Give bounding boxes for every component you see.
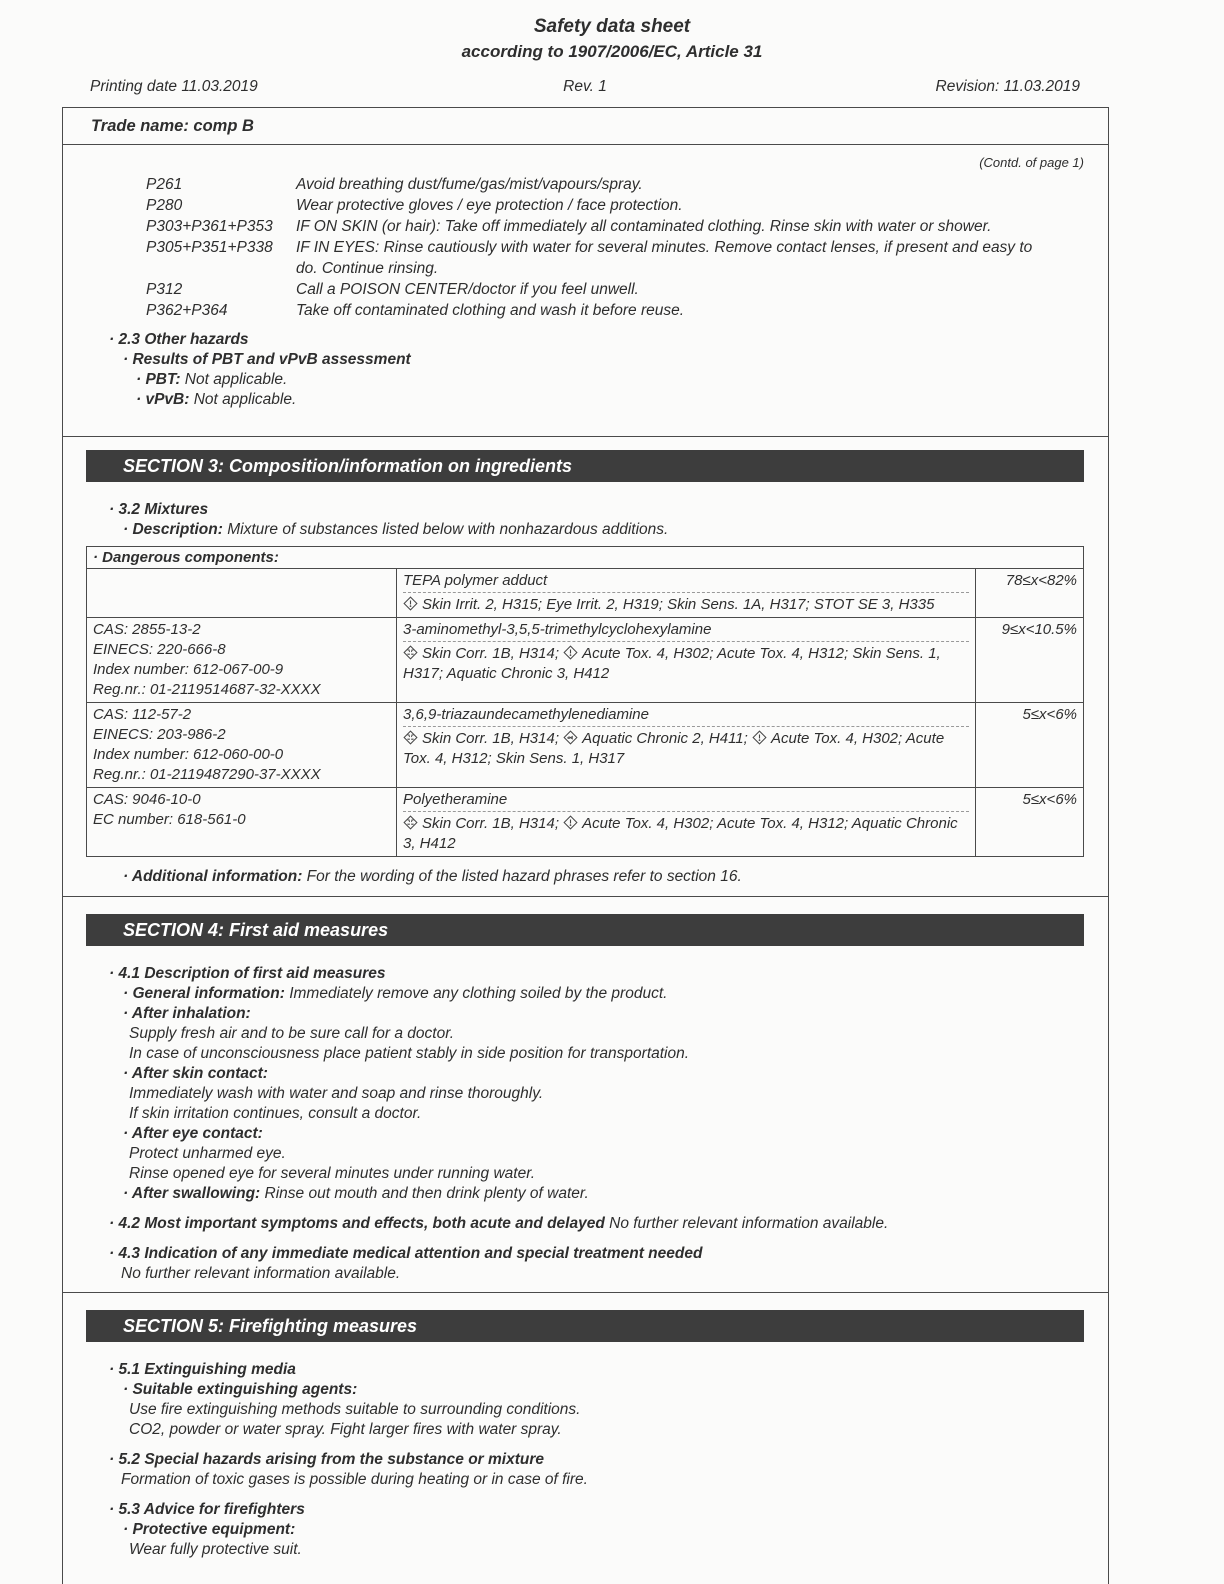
components-table: [86, 546, 1084, 857]
section-5: [62, 1293, 1109, 1584]
body-line: Immediately wash with water and soap and rinse thoroughly.: [129, 1085, 544, 1102]
component-name: Polyetheramine: [403, 791, 508, 808]
precaution-text: Wear protective gloves / eye protection / face protection.: [296, 197, 683, 214]
component-hazards: Skin Corr. 1B, H314; Aquatic Chronic 2, H411; Acute Tox. 4, H302; Acute Tox. 4, H312; Skin Sens. 1, H317: [403, 726, 969, 769]
precaution-text: Avoid breathing dust/fume/gas/mist/vapours/spray.: [296, 176, 643, 193]
concentration-range: 5≤x<6%: [976, 788, 1084, 857]
precaution-text: Take off contaminated clothing and wash it before reuse.: [296, 302, 685, 319]
precaution-row: [86, 300, 1084, 321]
component-ids-cell: [87, 618, 397, 703]
precaution-code: P312: [146, 281, 183, 298]
body-line: · After swallowing: Rinse out mouth and then drink plenty of water.: [123, 1185, 589, 1202]
precaution-text: IF IN EYES: Rinse cautiously with water for several minutes. Remove contact lenses, if present and easy to do. Continue rinsing.: [296, 239, 1033, 277]
component-info-cell: [397, 618, 976, 703]
pbt-vpvb-heading: · Results of PBT and vPvB assessment: [123, 351, 411, 368]
body-line: Use fire extinguishing methods suitable to surrounding conditions.: [129, 1401, 581, 1418]
components-caption: · Dangerous components:: [87, 547, 1084, 569]
component-info-cell: [397, 703, 976, 788]
ghs05-corrosion-icon: [403, 730, 418, 745]
precaution-row: [86, 279, 1084, 300]
other-hazards-heading: · 2.3 Other hazards: [109, 331, 249, 348]
index-number: Index number: 612-060-00-0: [93, 746, 284, 763]
component-row: [87, 788, 1084, 857]
body-line: · After eye contact:: [123, 1125, 263, 1142]
ghs07-exclamation-icon: [563, 815, 578, 830]
einecs-number: EINECS: 203-986-2: [93, 726, 226, 743]
concentration-range: 9≤x<10.5%: [976, 618, 1084, 703]
precaution-text: IF ON SKIN (or hair): Take off immediately all contaminated clothing. Rinse skin with water or shower.: [296, 218, 992, 235]
description-line: · Description: Mixture of substances listed below with nonhazardous additions.: [123, 521, 669, 538]
index-number: Index number: 612-067-00-9: [93, 661, 284, 678]
section-4-title: SECTION 4: First aid measures: [123, 919, 389, 940]
body-line: · Suitable extinguishing agents:: [123, 1381, 358, 1398]
body-line: No further relevant information available.: [121, 1265, 401, 1282]
body-line: · After inhalation:: [123, 1005, 251, 1022]
precaution-code: P362+P364: [146, 302, 228, 319]
revision-number: Rev. 1: [563, 78, 607, 95]
section-3-header-bar: [86, 450, 1084, 482]
ec-number: EC number: 618-561-0: [93, 811, 246, 828]
additional-information-line: · Additional information: For the wording of the listed hazard phrases refer to section 16.: [123, 868, 742, 885]
component-name: TEPA polymer adduct: [403, 572, 548, 589]
cas-number: CAS: 112-57-2: [93, 706, 192, 723]
precaution-row: [86, 195, 1084, 216]
precaution-text: Call a POISON CENTER/doctor if you feel unwell.: [296, 281, 639, 298]
trade-name-box: [62, 107, 1109, 145]
precaution-row: [86, 216, 1084, 237]
cas-number: CAS: 9046-10-0: [93, 791, 201, 808]
precaution-list: [86, 174, 1084, 321]
body-line: In case of unconsciousness place patient stably in side position for transportation.: [129, 1045, 690, 1062]
body-line: Formation of toxic gases is possible during heating or in case of fire.: [121, 1471, 588, 1488]
body-line: · 5.1 Extinguishing media: [109, 1361, 296, 1378]
ghs07-exclamation-icon: [403, 596, 418, 611]
other-hazards-block: [86, 330, 1084, 410]
body-line: CO2, powder or water spray. Fight larger fires with water spray.: [129, 1421, 562, 1438]
section-4: [62, 897, 1109, 1293]
body-line: · 4.1 Description of first aid measures: [109, 965, 386, 982]
body-line: · General information: Immediately remove any clothing soiled by the product.: [123, 985, 668, 1002]
section-5-header-bar: [86, 1310, 1084, 1342]
body-line: Protect unharmed eye.: [129, 1145, 286, 1162]
body-line: · Protective equipment:: [123, 1521, 296, 1538]
section-2-continuation: [62, 145, 1109, 437]
trade-name: Trade name: comp B: [91, 116, 254, 135]
body-line: · 5.3 Advice for firefighters: [109, 1501, 305, 1518]
mixtures-heading: · 3.2 Mixtures: [109, 501, 209, 518]
concentration-range: 5≤x<6%: [976, 703, 1084, 788]
section-4-header-bar: [86, 914, 1084, 946]
section-3: [62, 437, 1109, 897]
cas-number: CAS: 2855-13-2: [93, 621, 201, 638]
body-line: Wear fully protective suit.: [129, 1541, 302, 1558]
body-line: · 4.3 Indication of any immediate medical attention and special treatment needed: [109, 1245, 703, 1262]
printing-date: Printing date 11.03.2019: [90, 78, 258, 95]
precaution-code: P261: [146, 176, 183, 193]
precaution-row: [86, 174, 1084, 195]
reg-number: Reg.nr.: 01-2119487290-37-XXXX: [93, 766, 321, 783]
einecs-number: EINECS: 220-666-8: [93, 641, 226, 658]
body-line: Supply fresh air and to be sure call for a doctor.: [129, 1025, 455, 1042]
precaution-row: [86, 237, 1084, 279]
component-row: [87, 618, 1084, 703]
contd-note: (Contd. of page 1): [979, 155, 1084, 170]
component-hazards: Skin Corr. 1B, H314; Acute Tox. 4, H302; Acute Tox. 4, H312; Aquatic Chronic 3, H412: [403, 811, 969, 854]
page-subtitle: according to 1907/2006/EC, Article 31: [461, 42, 763, 61]
component-hazards: Skin Irrit. 2, H315; Eye Irrit. 2, H319; Skin Sens. 1A, H317; STOT SE 3, H335: [403, 592, 969, 615]
body-line: · 4.2 Most important symptoms and effects, both acute and delayed No further relevant information available.: [109, 1215, 889, 1232]
component-info-cell: [397, 788, 976, 857]
body-line: · 5.2 Special hazards arising from the substance or mixture: [109, 1451, 544, 1468]
body-line: Rinse opened eye for several minutes under running water.: [129, 1165, 536, 1182]
ghs05-corrosion-icon: [403, 645, 418, 660]
revision-date: Revision: 11.03.2019: [935, 78, 1080, 95]
section-5-title: SECTION 5: Firefighting measures: [123, 1315, 418, 1336]
component-ids-cell: [87, 569, 397, 618]
pbt-line: · PBT: Not applicable.: [136, 371, 288, 388]
precaution-code: P305+P351+P338: [146, 239, 273, 256]
component-row: [87, 569, 1084, 618]
component-ids-cell: [87, 703, 397, 788]
ghs05-corrosion-icon: [403, 815, 418, 830]
document-meta-row: [90, 78, 1080, 96]
ghs07-exclamation-icon: [752, 730, 767, 745]
component-info-cell: [397, 569, 976, 618]
ghs07-exclamation-icon: [563, 645, 578, 660]
component-ids-cell: [87, 788, 397, 857]
body-line: If skin irritation continues, consult a doctor.: [129, 1105, 422, 1122]
ghs09-environment-icon: [563, 730, 578, 745]
precaution-code: P303+P361+P353: [146, 218, 273, 235]
component-name: 3-aminomethyl-3,5,5-trimethylcyclohexylamine: [403, 621, 712, 638]
components-caption-row: [87, 547, 1084, 569]
component-hazards: Skin Corr. 1B, H314; Acute Tox. 4, H302; Acute Tox. 4, H312; Skin Sens. 1, H317; Aquatic Chronic 3, H412: [403, 641, 969, 684]
concentration-range: 78≤x<82%: [976, 569, 1084, 618]
precaution-code: P280: [146, 197, 183, 214]
component-name: 3,6,9-triazaundecamethylenediamine: [403, 706, 649, 723]
reg-number: Reg.nr.: 01-2119514687-32-XXXX: [93, 681, 321, 698]
vpvb-line: · vPvB: Not applicable.: [136, 391, 297, 408]
component-row: [87, 703, 1084, 788]
section-3-title: SECTION 3: Composition/information on ingredients: [123, 455, 572, 476]
body-line: · After skin contact:: [123, 1065, 268, 1082]
page-title: Safety data sheet: [533, 16, 691, 37]
